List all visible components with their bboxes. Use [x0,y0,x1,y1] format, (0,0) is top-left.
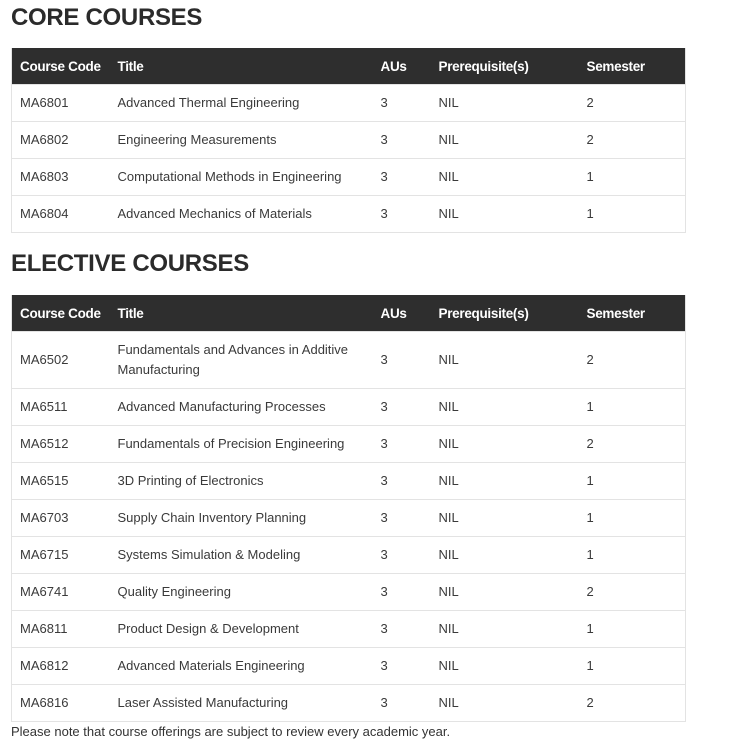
course-aus: 3 [373,332,431,389]
course-code: MA6502 [12,332,110,389]
table-row [12,159,686,196]
elective-courses-heading: ELECTIVE COURSES [11,250,249,277]
course-code: MA6816 [12,685,110,722]
course-prerequisite: NIL [431,332,579,389]
table-row [12,122,686,159]
table-row [12,685,686,722]
elective-courses-table [11,295,686,722]
course-title: Systems Simulation & Modeling [110,537,373,574]
course-prerequisite: NIL [431,122,579,159]
course-prerequisite: NIL [431,389,579,426]
table-row [12,389,686,426]
course-code: MA6811 [12,611,110,648]
table-row [12,574,686,611]
table-row [12,611,686,648]
course-aus: 3 [373,196,431,233]
course-semester: 2 [579,122,686,159]
course-semester: 1 [579,159,686,196]
table-header-row [12,295,686,332]
course-title: Advanced Manufacturing Processes [110,389,373,426]
table-row [12,537,686,574]
column-header-semester: Semester [579,48,686,85]
course-code: MA6511 [12,389,110,426]
column-header-title: Title [110,295,373,332]
course-semester: 1 [579,389,686,426]
course-title: Fundamentals and Advances in Additive Manufacturing [110,332,373,389]
course-code: MA6803 [12,159,110,196]
course-prerequisite: NIL [431,85,579,122]
column-header-title: Title [110,48,373,85]
course-aus: 3 [373,574,431,611]
course-semester: 1 [579,537,686,574]
course-semester: 1 [579,463,686,500]
course-title: Advanced Thermal Engineering [110,85,373,122]
course-code: MA6802 [12,122,110,159]
course-prerequisite: NIL [431,159,579,196]
course-title: Advanced Mechanics of Materials [110,196,373,233]
column-header-semester: Semester [579,295,686,332]
course-prerequisite: NIL [431,648,579,685]
course-aus: 3 [373,85,431,122]
course-code: MA6703 [12,500,110,537]
course-prerequisite: NIL [431,574,579,611]
course-title: Computational Methods in Engineering [110,159,373,196]
table-row [12,648,686,685]
course-prerequisite: NIL [431,196,579,233]
table-row [12,463,686,500]
column-header-course-code: Course Code [12,48,110,85]
course-semester: 1 [579,500,686,537]
column-header-prerequisites: Prerequisite(s) [431,48,579,85]
course-prerequisite: NIL [431,500,579,537]
course-aus: 3 [373,648,431,685]
course-aus: 3 [373,685,431,722]
column-header-prerequisites: Prerequisite(s) [431,295,579,332]
course-code: MA6515 [12,463,110,500]
course-code: MA6804 [12,196,110,233]
review-footnote: Please note that course offerings are subject to review every academic year. [11,724,451,739]
course-aus: 3 [373,122,431,159]
course-title: Quality Engineering [110,574,373,611]
column-header-aus: AUs [373,48,431,85]
course-prerequisite: NIL [431,611,579,648]
course-aus: 3 [373,537,431,574]
course-semester: 2 [579,332,686,389]
course-title: 3D Printing of Electronics [110,463,373,500]
course-aus: 3 [373,159,431,196]
course-title: Product Design & Development [110,611,373,648]
course-title: Advanced Materials Engineering [110,648,373,685]
course-title: Fundamentals of Precision Engineering [110,426,373,463]
course-aus: 3 [373,611,431,648]
course-semester: 2 [579,85,686,122]
course-aus: 3 [373,500,431,537]
course-listing [11,0,685,754]
course-semester: 2 [579,685,686,722]
course-code: MA6801 [12,85,110,122]
course-prerequisite: NIL [431,685,579,722]
course-semester: 2 [579,574,686,611]
table-row [12,332,686,389]
course-title: Engineering Measurements [110,122,373,159]
table-row [12,500,686,537]
course-aus: 3 [373,426,431,463]
course-code: MA6512 [12,426,110,463]
course-prerequisite: NIL [431,537,579,574]
core-courses-table [11,48,686,233]
table-row [12,196,686,233]
course-semester: 2 [579,426,686,463]
core-courses-heading: CORE COURSES [11,4,203,31]
table-row [12,85,686,122]
course-code: MA6812 [12,648,110,685]
course-aus: 3 [373,389,431,426]
course-code: MA6741 [12,574,110,611]
table-row [12,426,686,463]
column-header-aus: AUs [373,295,431,332]
course-aus: 3 [373,463,431,500]
course-prerequisite: NIL [431,463,579,500]
course-semester: 1 [579,611,686,648]
course-semester: 1 [579,196,686,233]
course-semester: 1 [579,648,686,685]
course-title: Supply Chain Inventory Planning [110,500,373,537]
table-header-row [12,48,686,85]
column-header-course-code: Course Code [12,295,110,332]
course-title: Laser Assisted Manufacturing [110,685,373,722]
course-prerequisite: NIL [431,426,579,463]
course-code: MA6715 [12,537,110,574]
